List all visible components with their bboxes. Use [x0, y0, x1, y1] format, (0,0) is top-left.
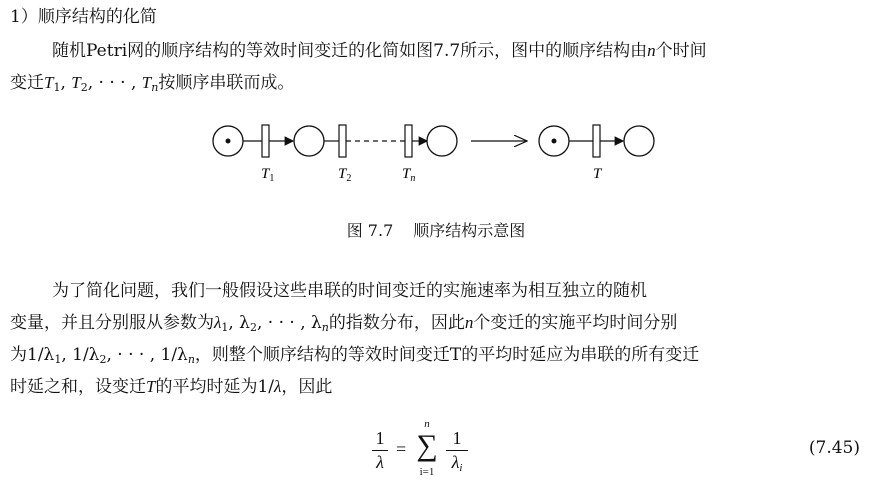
p2-sub: n: [187, 353, 195, 366]
token: [552, 139, 557, 144]
lhs-fraction: [372, 428, 388, 473]
transition-t: [593, 125, 600, 157]
p2-sub: 1: [54, 353, 62, 366]
p2-text: , 1/λ: [61, 345, 100, 365]
p2-n: n: [464, 313, 474, 332]
p2-text: 个变迁的实施平均时间分别: [473, 313, 678, 333]
transition-tn: [405, 125, 412, 157]
figure-caption: [0, 218, 872, 241]
token: [226, 139, 231, 144]
caption-text: 顺序结构示意图: [413, 221, 526, 240]
label-t: T: [593, 166, 602, 182]
rhs-fraction: [446, 428, 468, 474]
rhs-numerator: 1: [452, 428, 462, 448]
p1-s2: 2: [80, 81, 88, 94]
transition-t1: [262, 125, 269, 157]
p2-sub: 2: [249, 321, 257, 334]
place-n: [427, 126, 457, 156]
lhs-denominator: λ: [376, 452, 384, 472]
equation-7-45: [372, 420, 482, 485]
equals-sign: =: [396, 439, 407, 459]
p2-lambda: λ: [214, 313, 222, 332]
p2-text: ，因此: [281, 377, 333, 397]
p1-sn: n: [151, 81, 159, 94]
paragraph-2-line-4: [10, 376, 332, 398]
p1-dots: , · · · ,: [87, 73, 137, 93]
p1-tn: T: [141, 73, 152, 92]
caption-number: 图 7.7: [346, 221, 394, 240]
lhs-numerator: 1: [375, 428, 385, 448]
p1-text-c: 变迁: [10, 73, 44, 93]
p2-lambda: λ: [274, 377, 282, 396]
p2-text: 的指数分布，因此: [328, 313, 465, 333]
p2-lambda: , · · · , λ: [256, 313, 322, 333]
place-reduced-input: [539, 126, 569, 156]
p1-s1: 1: [53, 81, 61, 94]
p2-lambda: , λ: [228, 313, 250, 333]
p1-t1: T: [44, 73, 54, 92]
p2-sub: 1: [221, 321, 229, 334]
transition-t2: [339, 125, 346, 157]
p2-text: ，则整个顺序结构的等效时间变迁T的平均时延应为串联的所有变迁: [194, 345, 700, 365]
p1-text-a: 随机Petri网的顺序结构的等效时间变迁的化简如图7.7所示，图中的顺序结构由: [52, 41, 648, 61]
sum-lower: i=1: [419, 466, 435, 478]
label-tn: $T_n$: [402, 166, 416, 184]
place-reduced-output: [624, 126, 654, 156]
p2-sub: 2: [99, 353, 107, 366]
paragraph-1-line-2: 变迁$T_1$, $T_2$, · · · , $T_n$按顺序串联而成。: [10, 73, 295, 94]
paragraph-2-line-1: 为了简化问题，我们一般假设这些串联的时间变迁的实施速率为相互独立的随机: [52, 281, 647, 301]
section-heading: 1）顺序结构的化简: [10, 7, 157, 27]
p1-text-b: 个时间: [655, 41, 707, 61]
place-2: [294, 126, 324, 156]
p2-text: 为1/λ: [10, 345, 55, 365]
p1-text-d: 按顺序串联而成。: [158, 73, 295, 93]
place-1: [213, 126, 243, 156]
paragraph-2-line-2: [10, 312, 677, 339]
rhs-denominator: $\lambda_i$: [451, 452, 463, 474]
sequence-structure-diagram: [205, 118, 665, 193]
label-t2: $T_2$: [338, 166, 352, 184]
p1-t2: T: [71, 73, 81, 92]
paragraph-2-line-3: [10, 344, 699, 371]
p2-text: 的平均时延为1/: [155, 377, 275, 397]
sum-sign: ∑: [416, 429, 438, 462]
p2-text: 变量，并且分别服从参数为: [10, 313, 214, 333]
paragraph-1-line-1: [52, 40, 707, 62]
equation-number: (7.45): [808, 438, 860, 458]
p2-text: 时延之和，设变迁: [10, 377, 146, 397]
label-t1: $T_1$: [261, 166, 275, 184]
p2-t: T: [146, 377, 156, 396]
p2-text: , · · · , 1/λ: [106, 345, 188, 365]
p2-sub: n: [321, 321, 329, 334]
p1-n: n: [647, 41, 656, 60]
sum-upper: n: [424, 418, 430, 430]
